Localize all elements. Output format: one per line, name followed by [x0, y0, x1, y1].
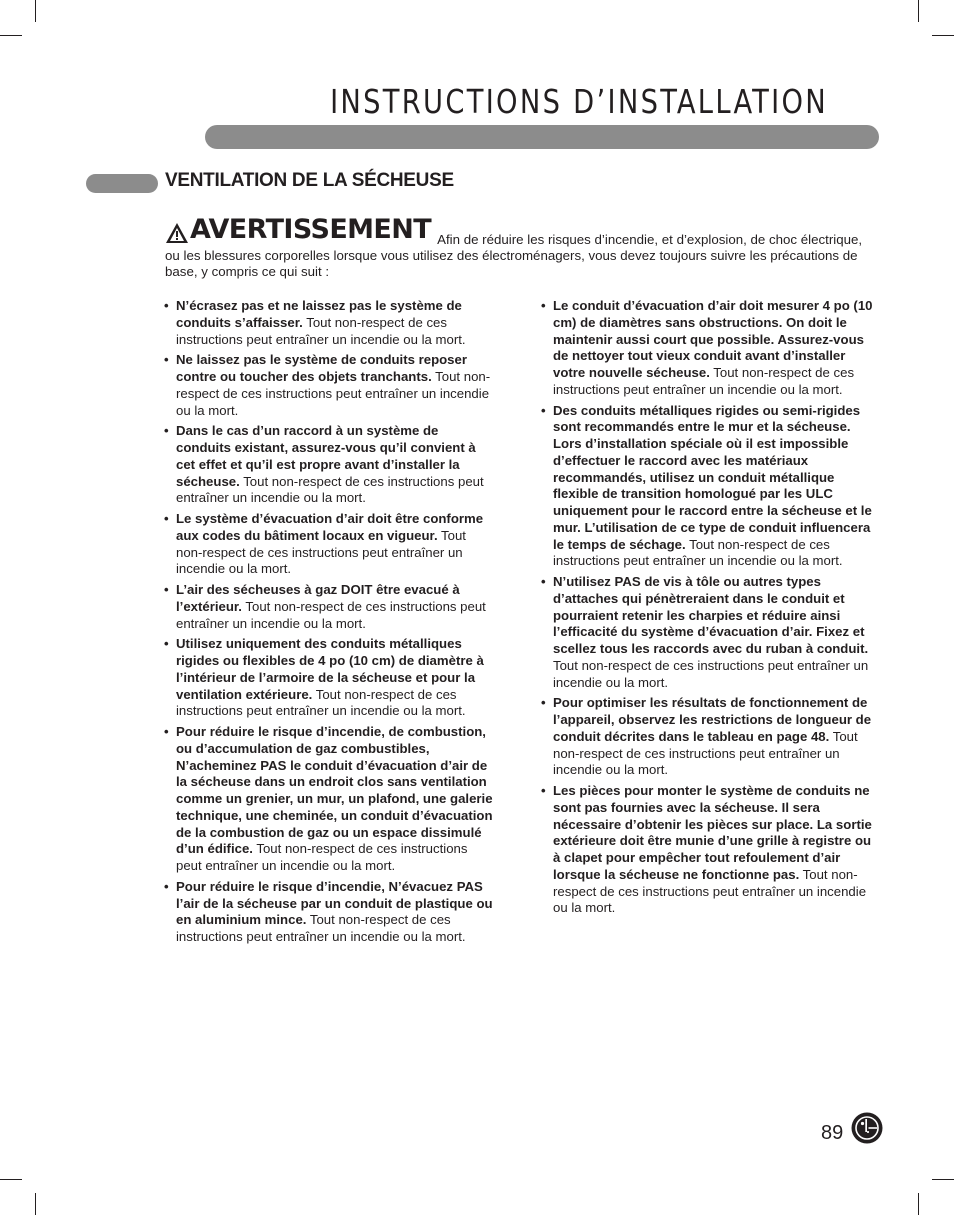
crop-mark: [35, 1193, 36, 1215]
bullet-bold-text: Des conduits métalliques rigides ou semi-rigides sont recommandés entre le mur et la sécheuse. Lors d’installation spéciale où il est impossible d’effectuer le raccord avec les matériaux recommandés, utilisez un conduit métallique flexible de transition homologué par les ULC uniquement pour le raccord entre la sécheuse et le mur. L’utilisation de ce type de conduit influencera le temps de séchage.: [553, 402, 872, 552]
bullet-item: [541, 403, 873, 571]
warning-label: AVERTISSEMENT: [190, 214, 432, 245]
crop-mark: [918, 1193, 919, 1215]
bullet-item: [541, 695, 873, 779]
bullet-bold-text: Dans le cas d’un raccord à un système de conduits existant, assurez-vous qu’il convient à cet effet et qu’il est propre avant d’installer la sécheuse.: [176, 423, 476, 489]
bullet-bold-text: L’air des sécheuses à gaz DOIT être evacué à l’extérieur.: [176, 582, 460, 614]
left-column: [164, 298, 494, 950]
bullet-normal-text: Tout non-respect de ces instructions peut entraîner un incendie ou la mort.: [553, 728, 858, 778]
bullet-normal-text: Tout non-respect de ces instructions peut entraîner un incendie ou la mort.: [176, 841, 468, 873]
bullet-normal-text: Tout non-respect de ces instructions peut entraîner un incendie ou la mort.: [176, 912, 466, 944]
bullet-item: [164, 352, 494, 419]
crop-mark: [0, 1179, 22, 1180]
bullet-dot: •: [541, 402, 546, 418]
bullet-normal-text: Tout non-respect de ces instructions peut entraîner un incendie ou la mort.: [176, 314, 466, 347]
warning-heading: [165, 216, 437, 244]
bullet-normal-text: Tout non-respect de ces instructions peut entraîner un incendie ou la mort.: [176, 369, 491, 418]
warning-triangle-icon: [165, 222, 189, 244]
bullet-dot: •: [541, 783, 546, 798]
bullet-item: [541, 574, 873, 691]
bullet-dot: •: [164, 511, 169, 526]
bullet-normal-text: Tout non-respect de ces instructions peut entraîner un incendie ou la mort.: [553, 866, 867, 916]
bullet-dot: •: [164, 724, 169, 739]
crop-mark: [932, 1179, 954, 1180]
page-number: 89: [821, 1122, 844, 1144]
bullet-bold-text: Le conduit d’évacuation d’air doit mesurer 4 po (10 cm) de diamètres sans obstructions. On doit le maintenir aussi court que possible. Assurez-vous de nettoyer tout vieux conduit avant d’installer votre nouvelle sécheuse.: [553, 298, 873, 380]
bullet-dot: •: [541, 695, 546, 711]
bullet-item: [164, 879, 494, 946]
bullet-dot: •: [164, 352, 169, 368]
warning-text: Afin de réduire les risques d’incendie, et d’explosion, de choc électrique, ou les blessures corporelles lorsque vous utilisez des électroménagers, vous devez toujours suivre les précautions de base, y compris ce qui suit :: [165, 232, 863, 279]
title-bar: [205, 125, 879, 149]
warning-block: [165, 216, 865, 280]
bullet-dot: •: [541, 298, 546, 313]
bullet-normal-text: Tout non-respect de ces instructions peut entraîner un incendie ou la mort.: [553, 657, 869, 690]
bullet-bold-text: Les pièces pour monter le système de conduits ne sont pas fournies avec la sécheuse. Il sera nécessaire d’obtenir les pièces sur place. La sortie extérieure doit être munie d’une grille à registre ou à clapet pour empêcher tout refoulement d’air lorsque la sécheuse ne fonctionne pas.: [553, 783, 872, 882]
bullet-bold-text: N’utilisez PAS de vis à tôle ou autres types d’attaches qui pénètreraient dans le conduit et pourraient retenir les charpies et réduire ainsi l’efficacité du système d’évacuation d’air. Fixez et scellez tous les raccords avec du ruban à conduit.: [553, 574, 869, 656]
bullet-dot: •: [541, 574, 546, 589]
bullet-item: [164, 298, 494, 348]
crop-mark: [0, 35, 22, 36]
bullet-item: [541, 783, 873, 917]
bullet-dot: •: [164, 636, 169, 652]
bullet-item: [164, 582, 494, 632]
bullet-bold-text: Pour réduire le risque d’incendie, de combustion, ou d’accumulation de gaz combustibles, N’acheminez PAS le conduit d’évacuation d’air de la sécheuse dans un endroit clos sans ventilation comme un grenier, un mur, un plafond, une galerie technique, une cheminée, un conduit d’évacuation de la combustion de gaz ou un espace dissimulé d’un édifice.: [176, 724, 493, 857]
bullet-dot: •: [164, 423, 169, 439]
bullet-normal-text: Tout non-respect de ces instructions peut entraîner un incendie ou la mort.: [176, 473, 484, 506]
bullet-item: [164, 511, 494, 578]
right-column: [541, 298, 873, 921]
bullet-item: [541, 298, 873, 399]
section-marker: [86, 174, 158, 193]
bullet-normal-text: Tout non-respect de ces instructions peut entraîner un incendie ou la mort.: [176, 598, 486, 631]
bullet-item: [164, 724, 494, 875]
bullet-normal-text: Tout non-respect de ces instructions peut entraîner un incendie ou la mort.: [176, 686, 466, 719]
bullet-dot: •: [164, 582, 169, 597]
lg-logo-icon: [851, 1112, 883, 1144]
bullet-dot: •: [164, 298, 169, 313]
crop-mark: [932, 35, 954, 36]
bullet-bold-text: Pour réduire le risque d’incendie, N’évacuez PAS l’air de la sécheuse par un conduit de plastique ou en aluminium mince.: [176, 878, 493, 928]
bullet-item: [164, 423, 494, 507]
crop-mark: [918, 0, 919, 22]
bullet-normal-text: Tout non-respect de ces instructions peut entraîner un incendie ou la mort.: [553, 365, 855, 397]
bullet-bold-text: Utilisez uniquement des conduits métalliques rigides ou flexibles de 4 po (10 cm) de diamètre à l’intérieur de l’armoire de la sécheuse et pour la ventilation extérieure.: [176, 636, 484, 702]
bullet-bold-text: Ne laissez pas le système de conduits reposer contre ou toucher des objets tranchants.: [176, 352, 467, 384]
bullet-item: [164, 636, 494, 720]
section-title: VENTILATION DE LA SÉCHEUSE: [165, 170, 454, 191]
bullet-normal-text: Tout non-respect de ces instructions peut entraîner un incendie ou la mort.: [176, 527, 466, 577]
crop-mark: [35, 0, 36, 22]
bullet-bold-text: Pour optimiser les résultats de fonctionnement de l’appareil, observez les restrictions de longueur de conduit décrites dans le tableau en page 48.: [553, 695, 872, 744]
page-title: INSTRUCTIONS D’INSTALLATION: [330, 82, 828, 121]
bullet-bold-text: Le système d’évacuation d’air doit être conforme aux codes du bâtiment locaux en vigueur.: [176, 511, 484, 543]
bullet-normal-text: Tout non-respect de ces instructions peut entraîner un incendie ou la mort.: [553, 536, 843, 569]
bullet-bold-text: N’écrasez pas et ne laissez pas le système de conduits s’affaisser.: [176, 298, 462, 330]
bullet-dot: •: [164, 878, 169, 894]
